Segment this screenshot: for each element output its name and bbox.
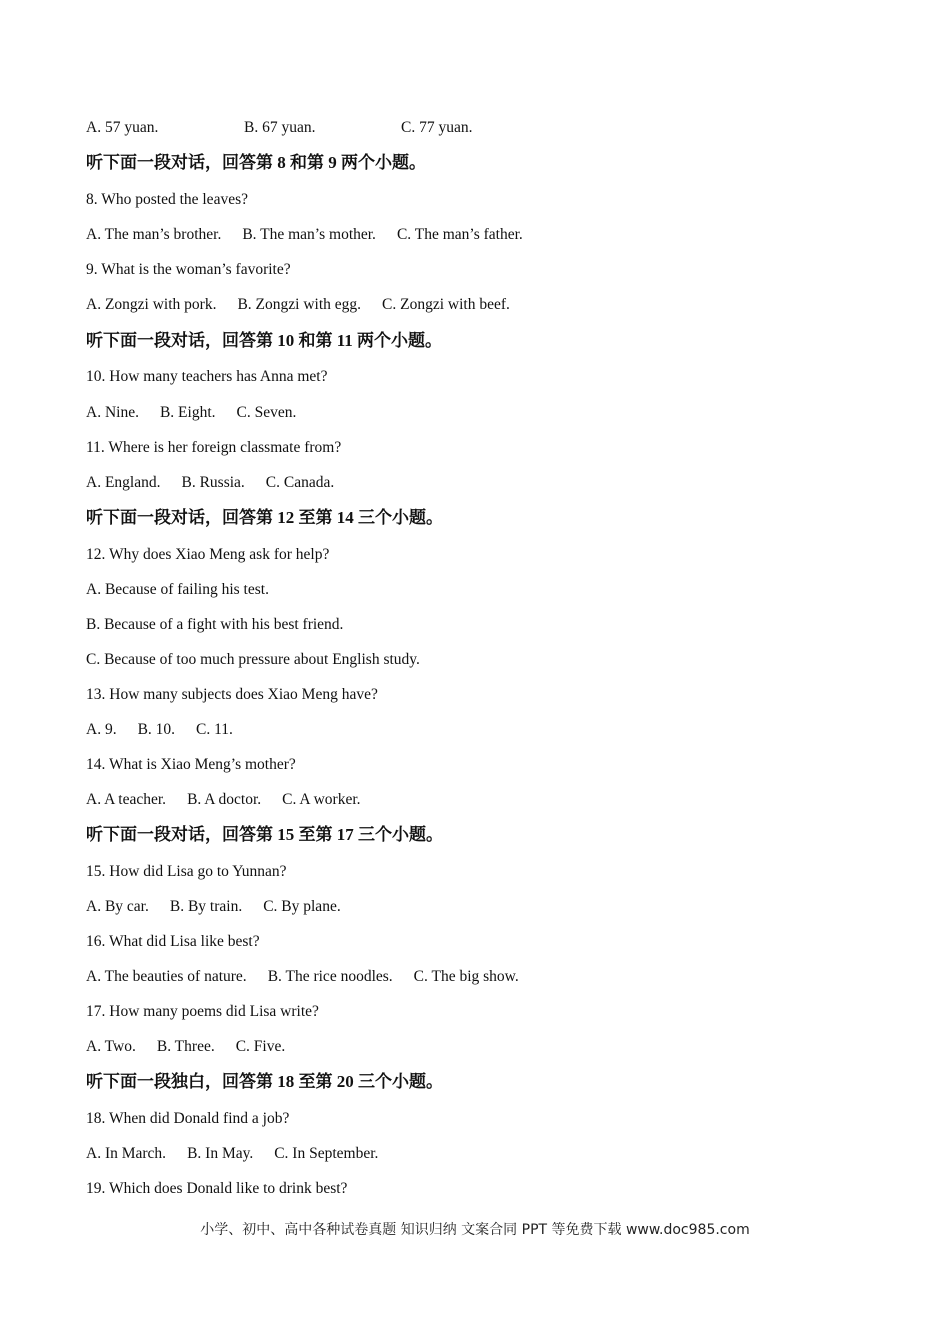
answer-option: B. Russia. [181,474,245,491]
answer-option: A. By car. [86,898,149,915]
answer-options [86,720,233,740]
question-text: 9. What is the woman’s favorite? [86,261,291,278]
answer-option: B. The rice noodles. [267,968,393,985]
answer-options [86,1144,378,1164]
answer-option: B. Eight. [159,404,216,421]
section-heading: 听下面一段对话，回答第 15 至第 17 三个小题。 [86,825,443,844]
answer-option: A. Nine. [86,404,139,421]
answer-options [86,790,361,810]
answer-options [86,473,334,493]
question-text: 10. How many teachers has Anna met? [86,368,328,385]
answer-option: A. Two. [86,1038,136,1055]
question-text: 11. Where is her foreign classmate from? [86,439,342,456]
answer-options [86,225,523,245]
answer-option: C. 11. [196,721,233,738]
question-text: 15. How did Lisa go to Yunnan? [86,863,287,880]
question-text: 17. How many poems did Lisa write? [86,1003,319,1020]
answer-option: C. Zongzi with beef. [382,296,510,313]
question-text: 14. What is Xiao Meng’s mother? [86,756,296,773]
answer-option: C. Five. [235,1038,286,1055]
answer-option: B. 67 yuan. [244,119,316,136]
answer-option: A. 57 yuan. [86,119,159,136]
answer-options [86,403,296,423]
answer-options [86,1037,285,1057]
question-text: 16. What did Lisa like best? [86,933,260,950]
answer-options [86,580,269,600]
answer-options [86,295,510,315]
question-text: 19. Which does Donald like to drink best? [86,1180,348,1197]
answer-option: B. By train. [169,898,243,915]
answer-option: A. Zongzi with pork. [86,296,217,313]
answer-option: C. A worker. [282,791,361,808]
answer-option: B. In May. [187,1145,254,1162]
answer-option: C. Seven. [236,404,297,421]
answer-option: B. Because of a fight with his best friend. [86,616,344,633]
answer-option: A. England. [86,474,161,491]
answer-option: A. A teacher. [86,791,167,808]
answer-option: A. The beauties of nature. [86,968,247,985]
answer-option: B. Three. [156,1038,215,1055]
answer-options [86,615,343,635]
answer-option: B. A doctor. [187,791,262,808]
answer-option: A. Because of failing his test. [86,581,269,598]
question-text: 8. Who posted the leaves? [86,191,248,208]
page-footer: 小学、初中、高中各种试卷真题 知识归纳 文案合同 PPT 等免费下载 www.doc985.com [200,1222,750,1238]
section-heading: 听下面一段独白，回答第 18 至第 20 三个小题。 [86,1072,443,1091]
answer-options [86,650,420,670]
answer-option: C. By plane. [263,898,341,915]
answer-options [86,897,341,917]
answer-options [86,967,519,987]
answer-option: B. The man’s mother. [242,226,376,243]
question-text: 18. When did Donald find a job? [86,1110,290,1127]
answer-option: C. Because of too much pressure about English study. [86,651,420,668]
question-text: 12. Why does Xiao Meng ask for help? [86,546,330,563]
answer-option: C. In September. [274,1145,379,1162]
answer-option: B. Zongzi with egg. [237,296,362,313]
answer-option: A. The man’s brother. [86,226,222,243]
section-heading: 听下面一段对话，回答第 10 和第 11 两个小题。 [86,331,443,350]
section-heading: 听下面一段对话，回答第 12 至第 14 三个小题。 [86,508,443,527]
answer-option: A. In March. [86,1145,167,1162]
answer-option: C. 77 yuan. [401,119,473,136]
answer-option: A. 9. [86,721,117,738]
answer-option: C. Canada. [265,474,335,491]
answer-option: C. The big show. [413,968,519,985]
section-heading: 听下面一段对话，回答第 8 和第 9 两个小题。 [86,153,426,172]
answer-option: B. 10. [137,721,176,738]
question-text: 13. How many subjects does Xiao Meng have? [86,686,378,703]
answer-option: C. The man’s father. [396,226,523,243]
